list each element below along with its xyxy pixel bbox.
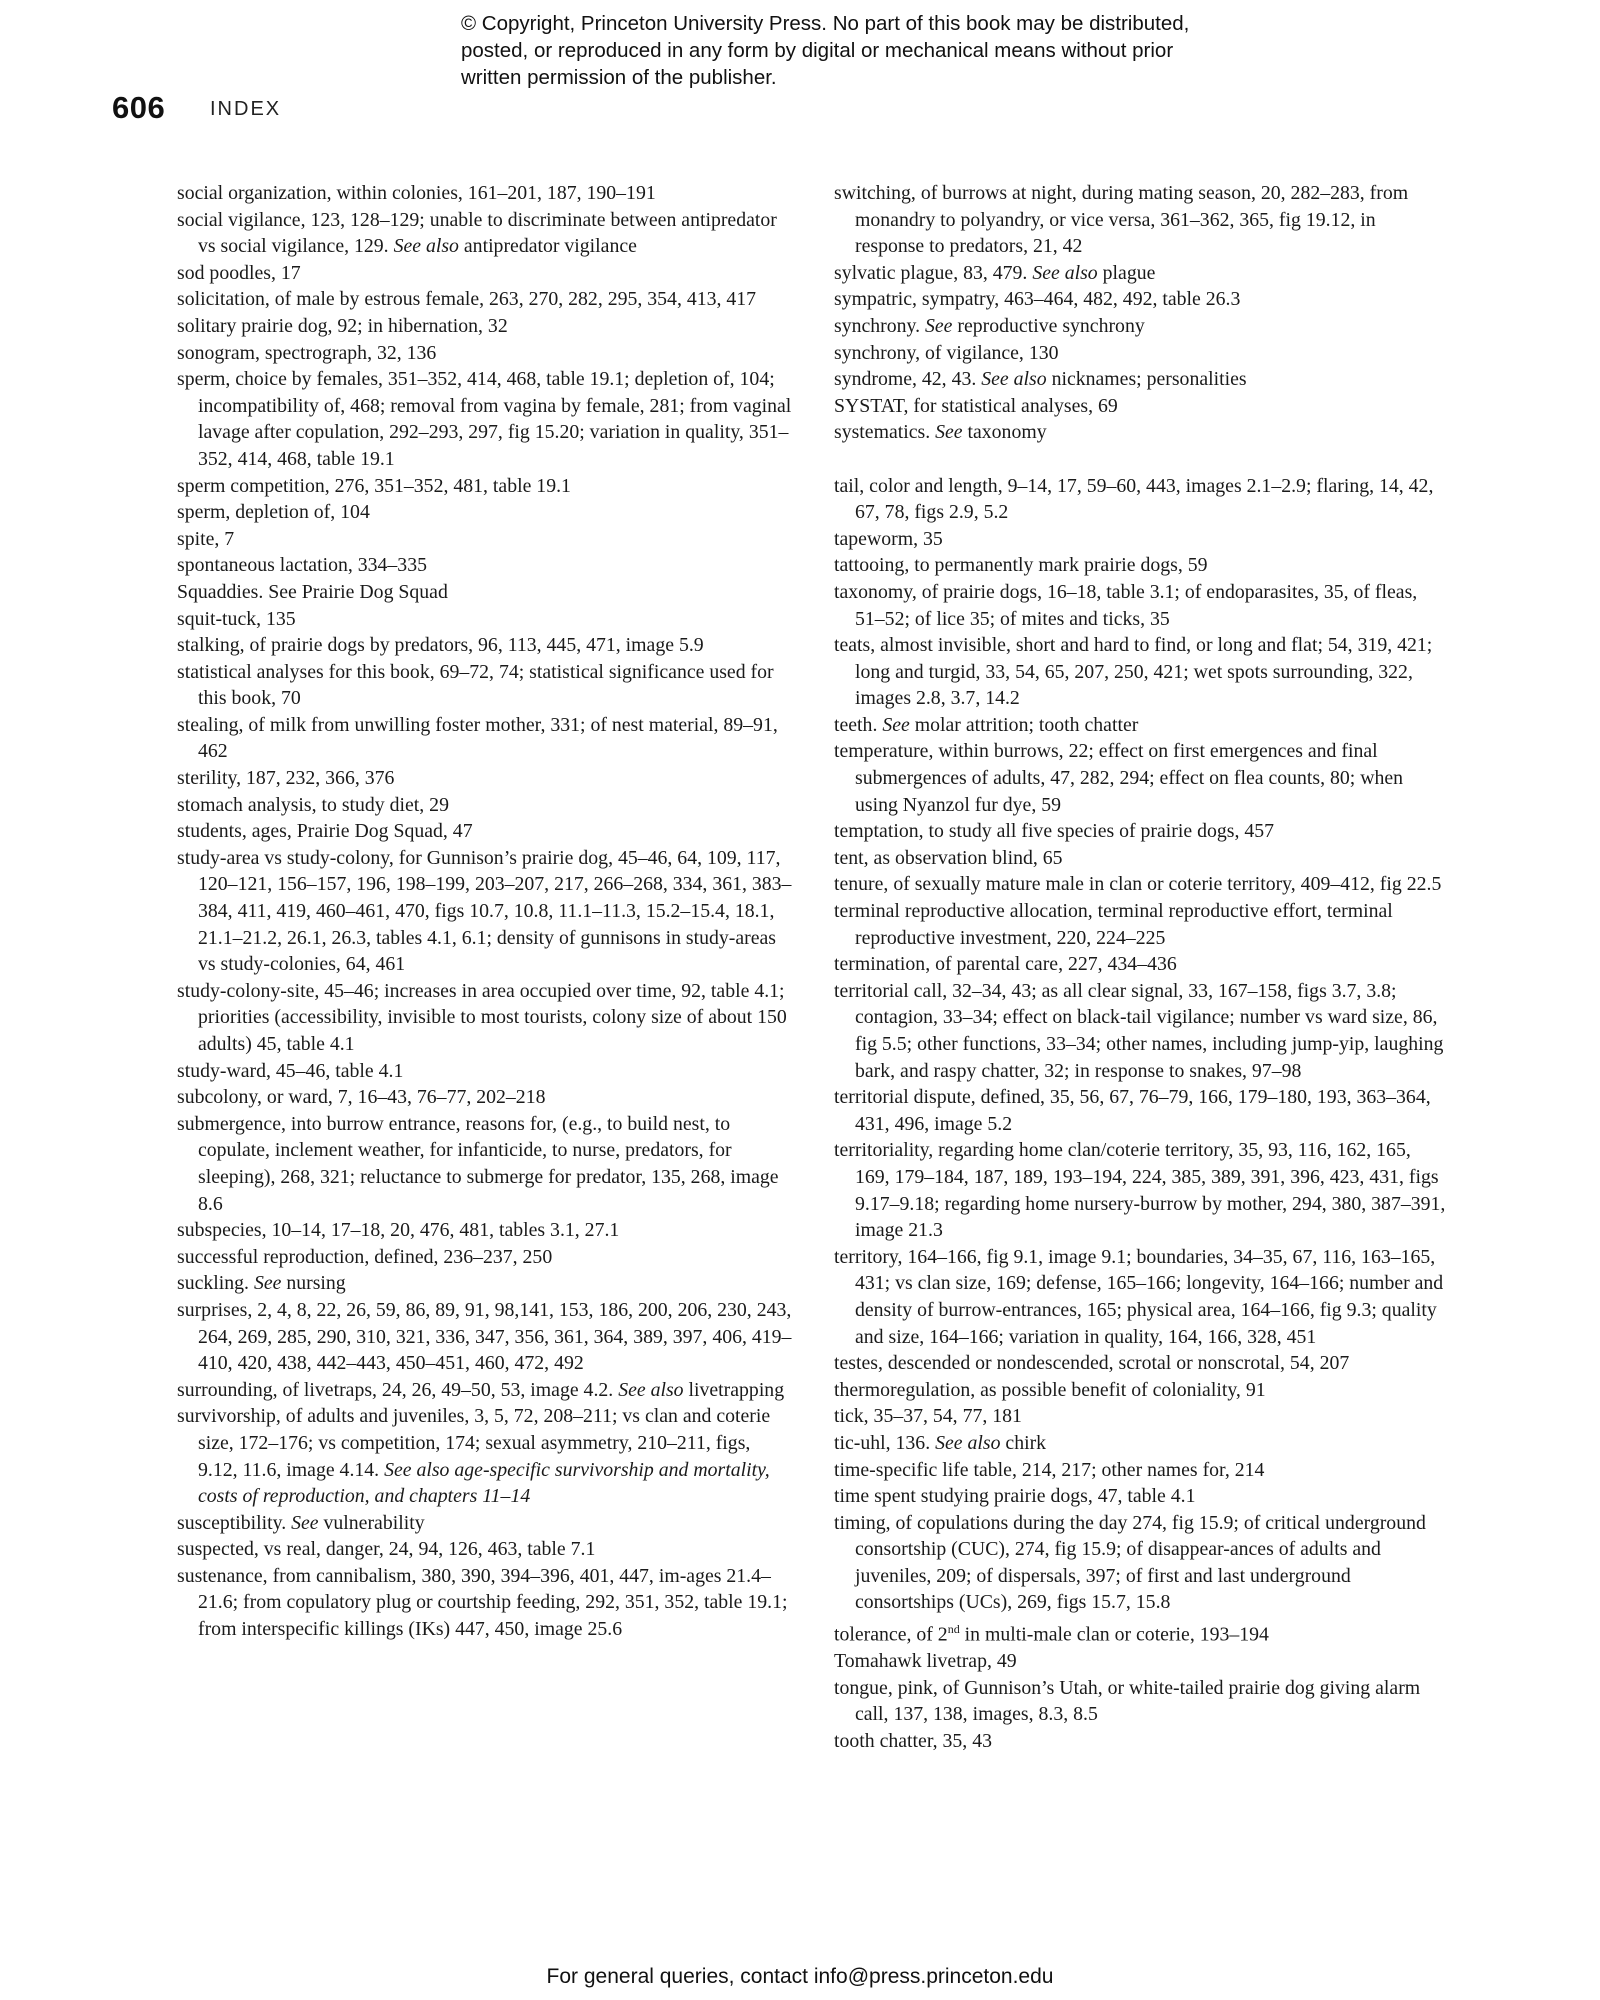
footer-contact: For general queries, contact info@press.princeton.edu xyxy=(546,1965,1054,1988)
index-entry: sterility, 187, 232, 366, 376 xyxy=(177,767,395,790)
index-entry: Squaddies. See Prairie Dog Squad xyxy=(177,580,448,603)
index-entry: territoriality, regarding home clan/coterie territory, 35, 93, 116, 162, 165, 169, 179–184, 187, 189, 193–194, 224, 385, 389, 391, 396, 423, 431, figs 9.17–9.18; regarding home nursery-burrow by mother, 294, 380, 387–391, image 21.3 xyxy=(834,1139,1446,1242)
index-entry: tic-uhl, 136. See also chirk xyxy=(834,1431,1047,1454)
index-entry: taxonomy, of prairie dogs, 16–18, table 3.1; of endoparasites, 35, of fleas, 51–52; of lice 35; of mites and ticks, 35 xyxy=(834,580,1418,630)
index-entry: study-area vs study-colony, for Gunnison’s prairie dog, 45–46, 64, 109, 117, 120–121, 156–157, 196, 198–199, 203–207, 217, 266–268, 334, 361, 383–384, 411, 419, 460–461, 470, figs 10.7, 10.8, 11.1–11.3, 15.2–15.4, 18.1, 21.1–21.2, 26.1, 26.3, tables 4.1, 6.1; density of gunnisons in study-areas vs study-colonies, 64, 461 xyxy=(177,846,792,976)
index-entry: spontaneous lactation, 334–335 xyxy=(177,554,427,577)
index-entry: study-ward, 45–46, table 4.1 xyxy=(177,1059,404,1082)
index-entry: spite, 7 xyxy=(177,527,235,550)
index-entry: submergence, into burrow entrance, reasons for, (e.g., to build nest, to copulate, inclement weather, for infanticide, to nurse, predators, for sleeping), 268, 321; reluctance to submerge for predator, 135, 268, image 8.6 xyxy=(177,1112,779,1215)
index-entry: tapeworm, 35 xyxy=(834,527,943,550)
index-entry: survivorship, of adults and juveniles, 3, 5, 72, 208–211; vs clan and coterie size, 172–176; vs competition, 174; sexual asymmetry, 210–211, figs, 9.12, 11.6, image 4.14. See also age-specific survivorship and mortality, costs of reproduction, and chapters 11–14 xyxy=(177,1405,771,1508)
index-entry: termination, of parental care, 227, 434–436 xyxy=(834,953,1177,976)
index-entry: sperm, choice by females, 351–352, 414, 468, table 19.1; depletion of, 104; incompatibility of, 468; removal from vagina by female, 281; from vaginal lavage after copulation, 292–293, 297, fig 15.20; variation in quality, 351–352, 414, 468, table 19.1 xyxy=(177,368,792,470)
index-entry: sperm, depletion of, 104 xyxy=(177,501,370,524)
index-entry: subspecies, 10–14, 17–18, 20, 476, 481, tables 3.1, 27.1 xyxy=(177,1219,620,1242)
index-entry: stomach analysis, to study diet, 29 xyxy=(177,793,449,816)
index-entry: time-specific life table, 214, 217; other names for, 214 xyxy=(834,1458,1265,1481)
index-entry: surprises, 2, 4, 8, 22, 26, 59, 86, 89, 91, 98,141, 153, 186, 200, 206, 230, 243, 264, 269, 285, 290, 310, 321, 336, 347, 356, 361, 364, 389, 397, 406, 419–410, 420, 438, 442–443, 450–451, 460, 472, 492 xyxy=(177,1298,792,1375)
index-entry: tick, 35–37, 54, 77, 181 xyxy=(834,1405,1022,1428)
index-entry: students, ages, Prairie Dog Squad, 47 xyxy=(177,820,473,843)
running-head: INDEX xyxy=(210,98,282,120)
index-entry: time spent studying prairie dogs, 47, table 4.1 xyxy=(834,1485,1196,1508)
index-entry: teeth. See molar attrition; tooth chatter xyxy=(834,713,1139,736)
index-entry: study-colony-site, 45–46; increases in area occupied over time, 92, table 4.1; priorities (accessibility, invisible to most tourists, colony size of about 150 adults) 45, table 4.1 xyxy=(177,979,787,1055)
index-entry: timing, of copulations during the day 274, fig 15.9; of critical underground consortship (CUC), 274, fig 15.9; of disappear-ances of adults and juveniles, 209; of dispersals, 397; of first and last underground consortships (UCs), 269, figs 15.7, 15.8 xyxy=(834,1511,1426,1614)
index-entry: tent, as observation blind, 65 xyxy=(834,846,1063,869)
index-column-right xyxy=(834,180,1449,1755)
index-entry: subcolony, or ward, 7, 16–43, 76–77, 202–218 xyxy=(177,1086,546,1109)
index-entry: sonogram, spectrograph, 32, 136 xyxy=(177,341,437,364)
index-entry: SYSTAT, for statistical analyses, 69 xyxy=(834,394,1118,417)
index-entry: susceptibility. See vulnerability xyxy=(177,1511,425,1534)
index-column-left xyxy=(177,180,792,1643)
index-entry: territorial call, 32–34, 43; as all clear signal, 33, 167–158, figs 3.7, 3.8; contagion, 33–34; effect on black-tail vigilance; number vs ward size, 86, fig 5.5; other functions, 33–34; other names, including jump-yip, laughing bark, and raspy chatter, 32; in response to snakes, 97–98 xyxy=(834,979,1444,1082)
index-entry: sympatric, sympatry, 463–464, 482, 492, table 26.3 xyxy=(834,288,1241,311)
index-entry: synchrony, of vigilance, 130 xyxy=(834,341,1059,364)
index-entry: social organization, within colonies, 161–201, 187, 190–191 xyxy=(177,182,656,204)
index-entry: surrounding, of livetraps, 24, 26, 49–50, 53, image 4.2. See also livetrapping xyxy=(177,1378,785,1401)
index-entry: territory, 164–166, fig 9.1, image 9.1; boundaries, 34–35, 67, 116, 163–165, 431; vs clan size, 169; defense, 165–166; longevity, 164–166; number and density of burrow-entrances, 165; physical area, 164–166, fig 9.3; quality and size, 164–166; variation in quality, 164, 166, 328, 451 xyxy=(834,1245,1444,1348)
index-entry: tenure, of sexually mature male in clan or coterie territory, 409–412, fig 22.5 xyxy=(834,873,1442,896)
index-entry: tail, color and length, 9–14, 17, 59–60, 443, images 2.1–2.9; flaring, 14, 42, 67, 78, figs 2.9, 5.2 xyxy=(834,474,1434,524)
index-entry: solitary prairie dog, 92; in hibernation, 32 xyxy=(177,314,508,337)
index-entry: Tomahawk livetrap, 49 xyxy=(834,1650,1017,1673)
index-entry: tolerance, of 2nd in multi-male clan or coterie, 193–194 xyxy=(834,1622,1269,1646)
index-entry: suckling. See nursing xyxy=(177,1272,346,1295)
index-entry: statistical analyses for this book, 69–72, 74; statistical significance used for this book, 70 xyxy=(177,660,774,710)
index-entry: sustenance, from cannibalism, 380, 390, 394–396, 401, 447, im-ages 21.4–21.6; from copulatory plug or courtship feeding, 292, 351, 352, table 19.1; from interspecific killings (IKs) 447, 450, image 25.6 xyxy=(177,1564,788,1641)
index-entry: successful reproduction, defined, 236–237, 250 xyxy=(177,1245,553,1268)
index-entry: teats, almost invisible, short and hard to find, or long and flat; 54, 319, 421; long and turgid, 33, 54, 65, 207, 250, 421; wet spots surrounding, 322, images 2.8, 3.7, 14.2 xyxy=(834,634,1433,710)
index-entry: tattooing, to permanently mark prairie dogs, 59 xyxy=(834,554,1208,577)
index-entry: solicitation, of male by estrous female, 263, 270, 282, 295, 354, 413, 417 xyxy=(177,288,757,311)
index-entry: tooth chatter, 35, 43 xyxy=(834,1730,992,1753)
index-entry: suspected, vs real, danger, 24, 94, 126, 463, table 7.1 xyxy=(177,1538,596,1561)
page-number: 606 xyxy=(112,90,166,125)
index-entry: synchrony. See reproductive synchrony xyxy=(834,314,1145,337)
index-entry: stealing, of milk from unwilling foster mother, 331; of nest material, 89–91, 462 xyxy=(177,713,778,763)
index-entry: sperm competition, 276, 351–352, 481, table 19.1 xyxy=(177,474,571,497)
index-entry: squit-tuck, 135 xyxy=(177,607,296,630)
index-entry: sod poodles, 17 xyxy=(177,261,301,284)
index-entry: systematics. See taxonomy xyxy=(834,421,1047,444)
index-entry: terminal reproductive allocation, terminal reproductive effort, terminal reproductive investment, 220, 224–225 xyxy=(834,900,1393,949)
index-entry: territorial dispute, defined, 35, 56, 67, 76–79, 166, 179–180, 193, 363–364, 431, 496, image 5.2 xyxy=(834,1086,1431,1135)
index-entry: social vigilance, 123, 128–129; unable to discriminate between antipredator vs social vigilance, 129. See also antipredator vigilance xyxy=(177,208,777,258)
index-entry: syndrome, 42, 43. See also nicknames; personalities xyxy=(834,368,1247,391)
index-entry: switching, of burrows at night, during mating season, 20, 282–283, from monandry to polyandry, or vice versa, 361–362, 365, fig 19.12, in response to predators, 21, 42 xyxy=(834,182,1409,258)
index-entry: sylvatic plague, 83, 479. See also plague xyxy=(834,261,1156,284)
index-entry: temperature, within burrows, 22; effect on first emergences and final submergences of adults, 47, 282, 294; effect on flea counts, 80; when using Nyanzol fur dye, 59 xyxy=(834,740,1404,816)
copyright-notice: © Copyright, Princeton University Press. No part of this book may be distributed, posted, or reproduced in any form by digital or mechanical means without prior written permission of the publisher. xyxy=(461,12,1190,89)
index-entry: stalking, of prairie dogs by predators, 96, 113, 445, 471, image 5.9 xyxy=(177,634,704,657)
index-entry: temptation, to study all five species of prairie dogs, 457 xyxy=(834,820,1275,843)
index-entry: testes, descended or nondescended, scrotal or nonscrotal, 54, 207 xyxy=(834,1352,1350,1375)
index-entry: thermoregulation, as possible benefit of coloniality, 91 xyxy=(834,1378,1266,1401)
index-entry: tongue, pink, of Gunnison’s Utah, or white-tailed prairie dog giving alarm call, 137, 138, images, 8.3, 8.5 xyxy=(834,1676,1421,1726)
